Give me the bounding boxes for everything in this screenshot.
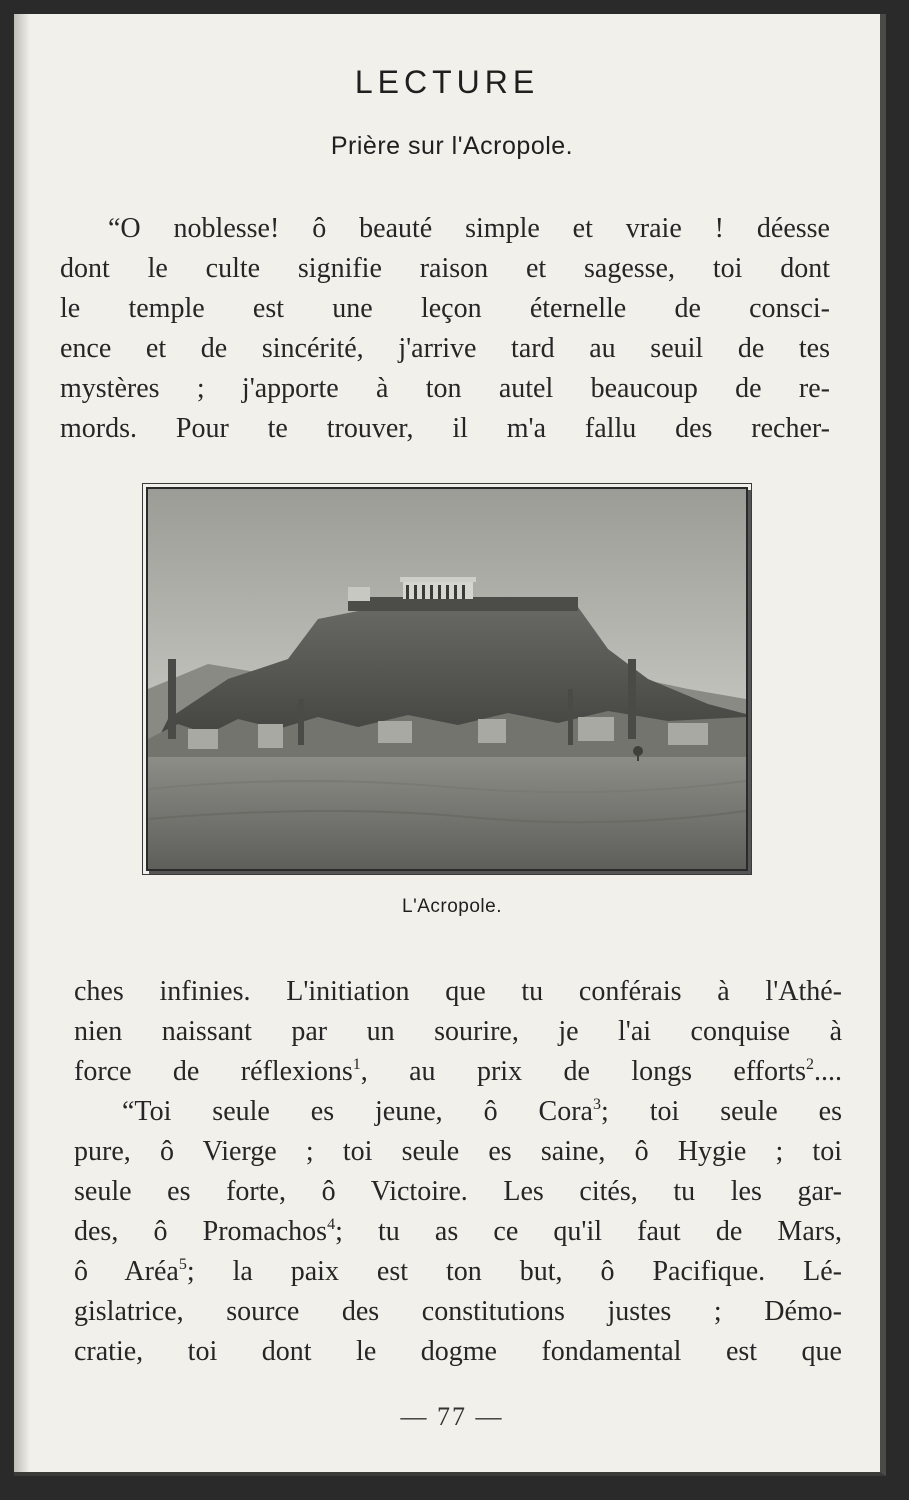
text-segment: “Toi seule es jeune, ô Cora — [122, 1096, 593, 1127]
text-line: nien naissant par un sourire, je l'ai conquise à — [74, 1016, 842, 1047]
article-title: Prière sur l'Acropole. — [330, 132, 574, 160]
binding-shadow — [14, 14, 30, 1472]
text-line — [74, 1092, 842, 1132]
footnote-mark: 5 — [178, 1256, 187, 1273]
text-segment: .... — [814, 1056, 842, 1087]
text-line: mords. Pour te trouver, il m'a fallu des recher- — [60, 413, 830, 444]
text-line — [74, 1052, 842, 1092]
paragraph-1 — [60, 209, 830, 449]
text-line: cratie, toi dont le dogme fondamental est que — [74, 1336, 842, 1367]
text-line: mystères ; j'apporte à ton autel beaucoup de re- — [60, 373, 830, 404]
text-line: pure, ô Vierge ; toi seule es saine, ô Hygie ; toi — [74, 1136, 842, 1167]
page-number: — 77 — — [400, 1402, 504, 1431]
text-segment: , au prix de longs efforts — [360, 1056, 806, 1087]
text-segment: ; tu as ce qu'il faut de Mars, — [335, 1216, 842, 1247]
footnote-mark: 4 — [327, 1216, 336, 1233]
text-line: le temple est une leçon éternelle de consci- — [60, 293, 830, 324]
text-line — [74, 1212, 842, 1252]
footnote-mark: 2 — [806, 1056, 814, 1073]
text-line: ence et de sincérité, j'arrive tard au seuil de tes — [60, 333, 830, 364]
text-line — [74, 1252, 842, 1292]
text-line: ches infinies. L'initiation que tu conférais à l'Athé- — [74, 976, 842, 1007]
text-segment: force de réflexions — [74, 1056, 353, 1087]
text-segment: ; la paix est ton but, ô Pacifique. Lé- — [186, 1256, 842, 1287]
text-segment: ; toi seule es — [600, 1096, 842, 1127]
book-page — [14, 14, 886, 1476]
figure-caption: L'Acropole. — [402, 896, 502, 917]
text-line: “O noblesse! ô beauté simple et vraie ! déesse — [108, 213, 830, 244]
footnote-mark: 1 — [352, 1056, 361, 1073]
paragraph-2 — [74, 972, 842, 1372]
acropolis-illustration — [146, 487, 748, 871]
section-title: LECTURE — [354, 64, 540, 100]
text-line: dont le culte signifie raison et sagesse, toi dont — [60, 253, 830, 284]
text-segment: des, ô Promachos — [74, 1216, 328, 1247]
text-line: seule es forte, ô Victoire. Les cités, tu les gar- — [74, 1176, 842, 1207]
text-line: gislatrice, source des constitutions justes ; Démo- — [74, 1296, 842, 1327]
text-segment: ô Aréa — [74, 1256, 179, 1287]
footnote-mark: 3 — [592, 1096, 601, 1113]
